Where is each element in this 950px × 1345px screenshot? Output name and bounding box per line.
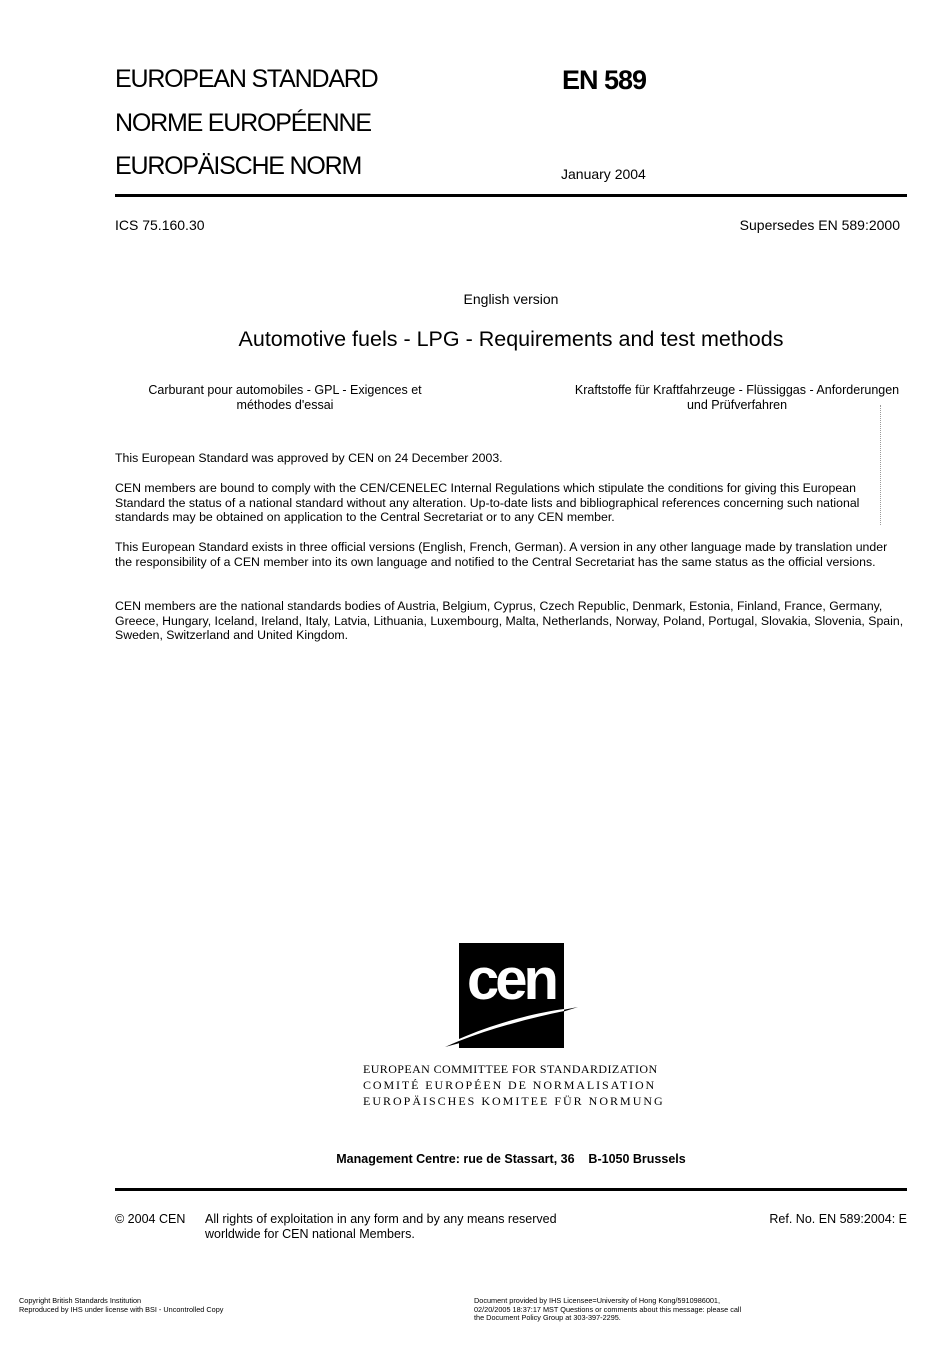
compliance-paragraph: CEN members are bound to comply with the CEN/CENELEC Internal Regulations which stipulate the conditions for giving this European Standard the status of a national standard without any alteration. Up-to-date lists and bibliographical references concerning such national standards may be obtained on application to the Central Secretariat or to any CEN member. bbox=[115, 481, 860, 524]
copyright-notice: © 2004 CEN bbox=[115, 1212, 186, 1226]
margin-mark bbox=[880, 405, 881, 525]
watermark-right-line: the Document Policy Group at 303-397-2295. bbox=[474, 1313, 621, 1323]
watermark-right-line: Document provided by IHS Licensee=University of Hong Kong/5910986001, bbox=[474, 1296, 721, 1305]
watermark-left bbox=[19, 1297, 223, 1314]
supersedes-note: Supersedes EN 589:2000 bbox=[739, 217, 900, 233]
version-label: English version bbox=[463, 291, 559, 307]
rights-statement: All rights of exploitation in any form and by any means reserved worldwide for CEN national Members. bbox=[205, 1212, 557, 1241]
committee-french: COMITÉ EUROPÉEN DE NORMALISATION bbox=[363, 1078, 657, 1092]
members-paragraph: CEN members are the national standards bodies of Austria, Belgium, Cyprus, Czech Republic, Denmark, Estonia, Finland, France, Germany, Greece, Hungary, Iceland, Ireland, Italy, Latvia, Lithuania, Luxembourg, Malta, Netherlands, Norway, Poland, Portugal, Slovakia, Slovenia, Spain, Sweden, Switzerland and United Kingdom. bbox=[115, 599, 904, 642]
watermark-right bbox=[474, 1297, 741, 1323]
committee-english: EUROPEAN COMMITTEE FOR STANDARDIZATION bbox=[363, 1062, 658, 1076]
watermark-left-line: Reproduced by IHS under license with BSI - Uncontrolled Copy bbox=[19, 1304, 224, 1314]
title-german: EUROPÄISCHE NORM bbox=[115, 152, 362, 180]
title-french: NORME EUROPÉENNE bbox=[115, 109, 371, 137]
french-title: Carburant pour automobiles - GPL - Exigences et méthodes d'essai bbox=[148, 383, 422, 412]
footer-divider bbox=[115, 1188, 907, 1191]
cen-logo bbox=[445, 943, 580, 1050]
approval-paragraph: This European Standard was approved by CEN on 24 December 2003. bbox=[115, 451, 503, 465]
watermark-right-line: 02/20/2005 18:37:17 MST Questions or comments about this message: please call bbox=[474, 1304, 742, 1314]
header-divider bbox=[115, 194, 907, 197]
publication-date: January 2004 bbox=[561, 166, 646, 182]
standard-number: EN 589 bbox=[562, 65, 647, 95]
title-english: EUROPEAN STANDARD bbox=[115, 65, 378, 93]
versions-paragraph: This European Standard exists in three official versions (English, French, German). A version in any other language made by translation under the responsibility of a CEN member into its own language and notified to the Central Secretariat has the same status as the official versions. bbox=[115, 540, 888, 569]
reference-number: Ref. No. EN 589:2004: E bbox=[769, 1212, 907, 1226]
watermark-left-line: Copyright British Standards Institution bbox=[19, 1296, 142, 1305]
german-title: Kraftstoffe für Kraftfahrzeuge - Flüssiggas - Anforderungen und Prüfverfahren bbox=[574, 383, 900, 412]
ics-code: ICS 75.160.30 bbox=[115, 217, 205, 233]
management-centre: Management Centre: rue de Stassart, 36 B-1050 Brussels bbox=[336, 1152, 686, 1166]
document-title: Automotive fuels - LPG - Requirements and test methods bbox=[238, 327, 784, 351]
cen-logo-text: cen bbox=[467, 947, 555, 1012]
committee-german: EUROPÄISCHES KOMITEE FÜR NORMUNG bbox=[363, 1094, 665, 1108]
